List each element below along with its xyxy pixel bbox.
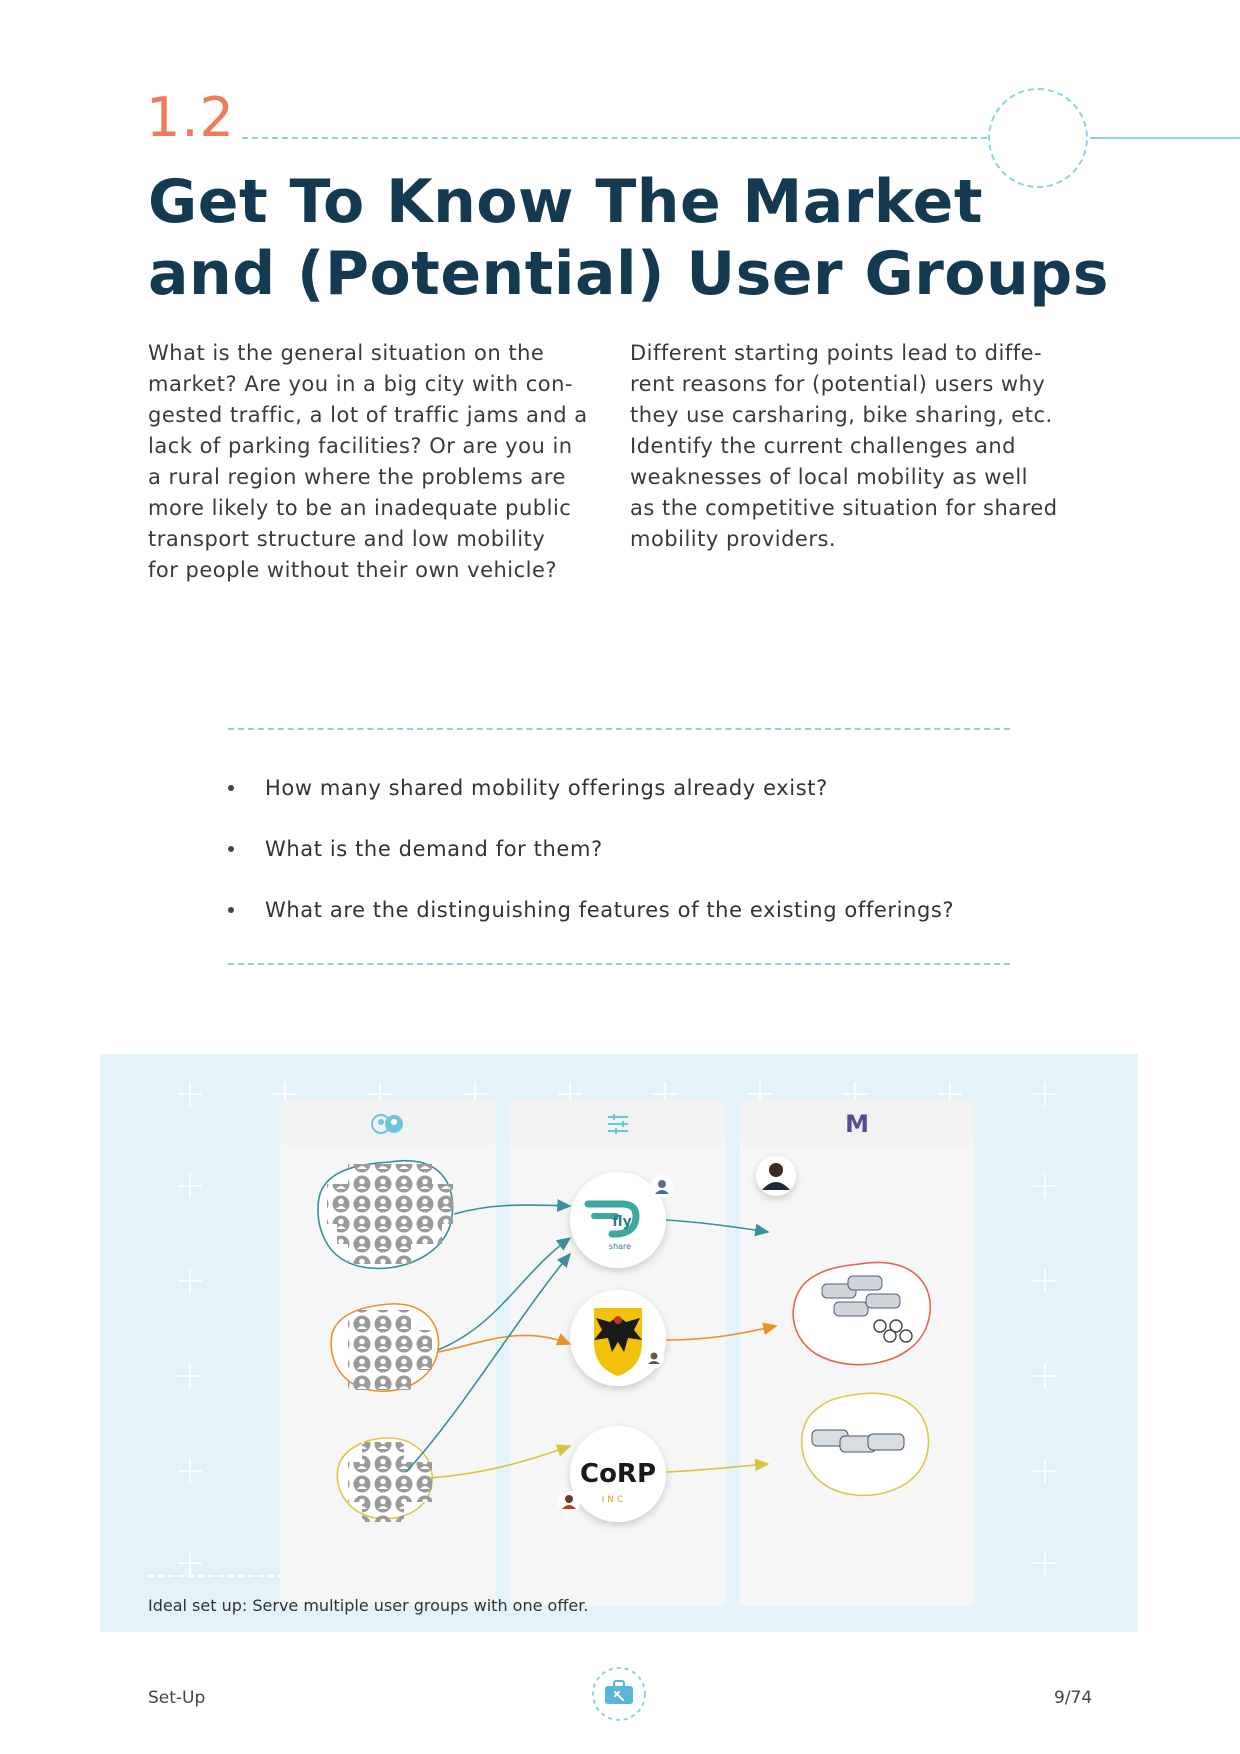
body-text-right (630, 338, 1090, 555)
user-groups-figure (100, 1054, 1138, 1632)
mobility-provider-logo (845, 1110, 869, 1138)
body-line: as the competitive situation for shared (630, 496, 1058, 520)
page-number: 9/74 (1054, 1688, 1093, 1708)
body-line: they use carsharing, bike sharing, etc. (630, 403, 1053, 427)
question-list (228, 768, 1028, 951)
body-line: Different starting points lead to diffe- (630, 341, 1043, 365)
question-text: What is the demand for them? (265, 837, 603, 861)
bullet-icon (228, 846, 234, 852)
body-line: weaknesses of local mobility as well (630, 465, 1029, 489)
body-line: more likely to be an inadequate public (148, 496, 572, 520)
toolbox-icon (591, 1666, 647, 1722)
settings-sliders-icon (608, 1114, 628, 1134)
business-person-avatar (756, 1156, 796, 1196)
questions-top-rule (228, 728, 1010, 730)
svg-text:share: share (608, 1242, 632, 1251)
svg-text:M: M (845, 1110, 869, 1138)
question-text: What are the distinguishing features of the existing offerings? (265, 898, 955, 922)
body-line: Identify the current challenges and (630, 434, 1017, 458)
body-line: gested traffic, a lot of traffic jams and a (148, 403, 588, 427)
page-title-line-1: Get To Know The Market (148, 167, 984, 237)
svg-text:fly: fly (612, 1214, 632, 1230)
question-item (228, 768, 1028, 829)
header-dashed-rule (242, 137, 987, 139)
questions-bottom-rule (228, 963, 1010, 965)
header-solid-rule (1090, 137, 1240, 139)
body-line: a rural region where the problems are (148, 465, 566, 489)
question-item (228, 829, 1028, 890)
body-line: rent reasons for (potential) users why (630, 372, 1046, 396)
svg-text:INC: INC (601, 1495, 627, 1505)
figure-caption: Ideal set up: Serve multiple user groups with one offer. (148, 1596, 589, 1615)
page-title-line-2: and (Potential) User Groups (148, 239, 1109, 309)
page-title (148, 166, 1148, 310)
vehicle-pool-cars-bikes (793, 1262, 930, 1364)
body-line: transport structure and low mobility (148, 527, 546, 551)
body-line: market? Are you in a big city with con- (148, 372, 574, 396)
body-line: What is the general situation on the (148, 341, 545, 365)
city-coat-of-arms-logo (570, 1290, 666, 1386)
question-text: How many shared mobility offerings already exist? (265, 776, 828, 800)
bullet-icon (228, 785, 234, 791)
vehicle-pool-cars (802, 1393, 929, 1495)
body-text-left (148, 338, 618, 586)
body-line: mobility providers. (630, 527, 837, 551)
section-number: 1.2 (146, 86, 235, 149)
body-line: for people without their own vehicle? (148, 558, 558, 582)
bullet-icon (228, 907, 234, 913)
user-group-medium (331, 1304, 438, 1391)
svg-text:CoRP: CoRP (579, 1459, 657, 1489)
figure-illustration (100, 1054, 1138, 1632)
question-item (228, 890, 1028, 951)
body-line: lack of parking facilities? Or are you in (148, 434, 573, 458)
footer-section-label: Set-Up (148, 1688, 206, 1708)
